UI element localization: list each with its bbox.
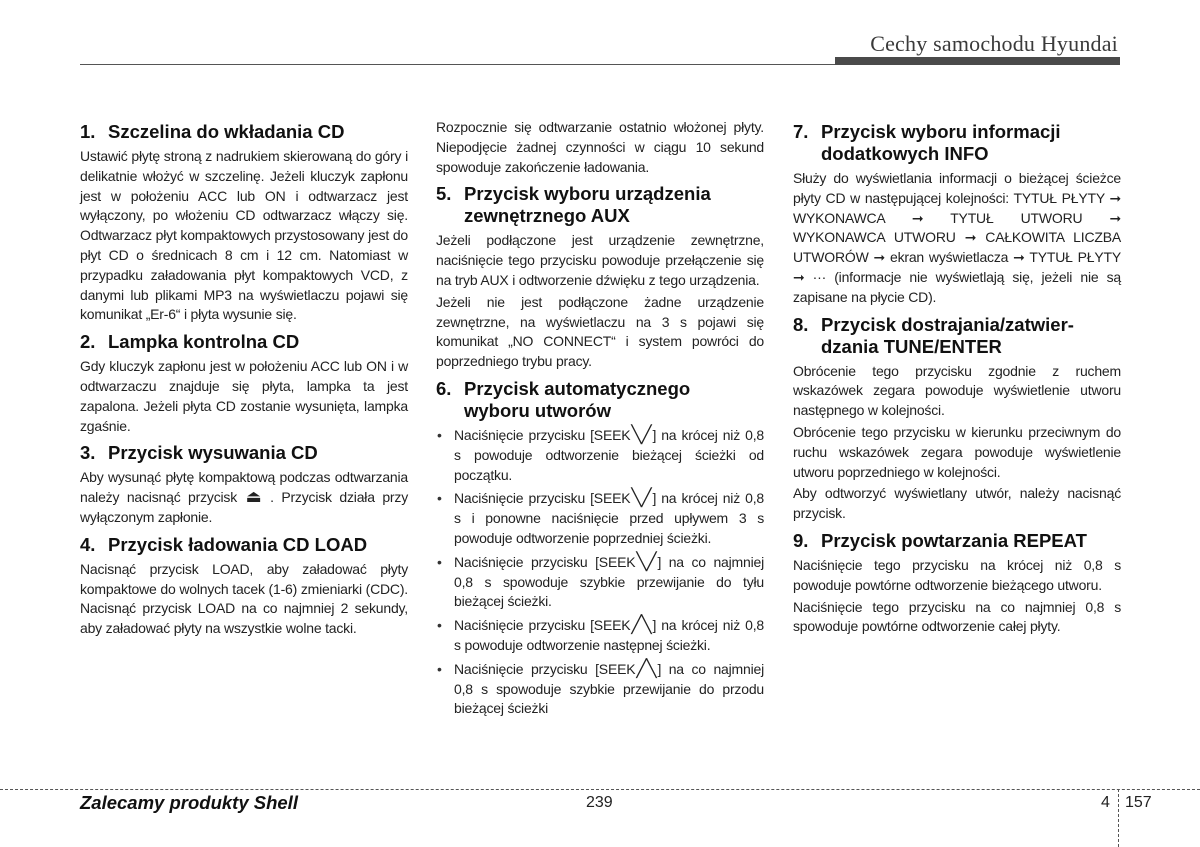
list-item: • Naciśnięcie przycisku [SEEK╲╱] na krócej niż 0,8 s i ponowne naciśnięcie przed upływem 3 s powoduje odtworzenie poprzedniej ścieżki. bbox=[436, 489, 764, 548]
column-left bbox=[80, 115, 408, 641]
list-item: • Naciśnięcie przycisku [SEEK╱╲] na krócej niż 0,8 s powoduje odtworzenie następnej ścieżki. bbox=[436, 616, 764, 656]
section-heading-9: 9. Przycisk powtarzania REPEAT bbox=[793, 529, 1087, 551]
section-2-text: Gdy kluczyk zapłonu jest w położeniu ACC lub ON i w odtwarzaczu znajduje się płyta, lampka ta jest zapalona. Jeżeli płyta CD zostanie wysunięta, lampka zgaśnie. bbox=[80, 358, 408, 434]
list-item: • Naciśnięcie przycisku [SEEK╱╲] na co najmniej 0,8 s spowoduje szybkie przewijanie do przodu bieżącej ścieżki bbox=[436, 660, 764, 719]
chevron-down-icon: ╲╱ bbox=[636, 551, 657, 571]
section-heading-1: 1. Szczelina do wkładania CD bbox=[80, 121, 345, 142]
chevron-down-icon: ╲╱ bbox=[631, 488, 652, 508]
chevron-up-icon: ╱╲ bbox=[636, 658, 657, 678]
footer-chapter-number: 4 bbox=[1101, 794, 1110, 811]
list-item: • Naciśnięcie przycisku [SEEK╲╱] na krócej niż 0,8 s powoduje odtworzenie bieżącej ścieżki od początku. bbox=[436, 426, 764, 485]
footer-page-number: 157 bbox=[1125, 794, 1152, 811]
seek-bullet-list bbox=[436, 426, 764, 719]
section-heading-2: 2. Lampka kontrolna CD bbox=[80, 331, 300, 353]
column-middle bbox=[436, 118, 764, 723]
header-rule-accent bbox=[835, 57, 1120, 65]
header-rule bbox=[80, 64, 835, 65]
section-9-text: Naciśnięcie tego przycisku na krócej niż 0,8 s powoduje powtórne odtworzenie bieżącego utworu. bbox=[793, 556, 1121, 593]
chevron-down-icon: ╲╱ bbox=[631, 424, 652, 444]
section-heading-7: 7. Przycisk wyboru informacji dodatkowych INFO bbox=[793, 121, 1061, 164]
footer-sheet-number: 239 bbox=[586, 794, 613, 811]
footer-rule bbox=[0, 789, 1200, 790]
section-heading-3: 3. Przycisk wysuwania CD bbox=[80, 442, 318, 464]
section-9-text: Naciśnięcie tego przycisku na co najmniej 0,8 s spowoduje powtórne odtworzenie całej płyty. bbox=[793, 598, 1121, 635]
section-8-text: Obrócenie tego przycisku w kierunku przeciwnym do ruchu wskazówek zegara powoduje wyświetlenie utworu poprzedniego w kolejności. bbox=[793, 423, 1121, 480]
column-right bbox=[793, 115, 1121, 639]
section-7-text: Służy do wyświetlania informacji o bieżącej ścieżce płyty CD w następującej kolejności: TYTUŁ PŁYTY ➞ WYKONAWCA ➞ TYTUŁ UTWORU ➞ WYKONAWCA UTWORU ➞ CAŁKOWITA LICZBA UTWORÓW ➞ ekran wyświetlacza ➞ TYTUŁ PŁYTY ➞ ··· (informacje nie wyświetlają się, jeżeli nie są zapisane na płycie CD). bbox=[793, 170, 1121, 305]
section-1-text: Ustawić płytę stroną z nadrukiem skierowaną do góry i delikatnie włożyć w szczelinę. Jeżeli kluczyk zapłonu jest w położeniu ACC lub ON i odtwarzacz jest wyłączony, po włożeniu CD odtwarzacz włączy się. Odtwarzacz płyt kompaktowych przystosowany jest do płyt CD o średnicach 8 cm i 12 cm. Natomiast w przypadku załadowania płyt kompaktowych VCD, z danymi lub plikami MP3 na wyświetlaczu pojawi się komunikat „Er-6“ i płyta wysunie się. bbox=[80, 148, 408, 323]
section-8-text: Obrócenie tego przycisku zgodnie z ruchem wskazówek zegara powoduje wyświetlenie utworu następnego w kolejności. bbox=[793, 362, 1121, 419]
section-5-text: Jeżeli nie jest podłączone żadne urządzenie zewnętrzne, na wyświetlaczu na 3 s pojawi się komunikat „NO CONNECT“ i system powróci do poprzedniego trybu pracy. bbox=[436, 293, 764, 370]
section-4-continuation: Rozpocznie się odtwarzanie ostatnio włożonej płyty. Niepodjęcie żadnej czynności w ciągu 10 sekund spowoduje zakończenie ładowania. bbox=[436, 119, 764, 175]
eject-icon: ⏏ bbox=[245, 487, 262, 507]
section-3-text: Aby wysunąć płytę kompaktową podczas odtwarzania należy nacisnąć przycisk ⏏ . Przycisk działa przy wyłączonym zapłonie. bbox=[80, 469, 408, 525]
footer-slogan: Zalecamy produkty Shell bbox=[80, 792, 298, 813]
section-heading-4: 4. Przycisk ładowania CD LOAD bbox=[80, 533, 368, 555]
section-5-text: Jeżeli podłączone jest urządzenie zewnętrzne, naciśnięcie tego przycisku powoduje przełączenie się na tryb AUX i odtworzenie dźwięku z tego urządzenia. bbox=[436, 232, 764, 288]
section-heading-5: 5. Przycisk wyboru urządzenia zewnętrznego AUX bbox=[436, 183, 711, 227]
footer-divider bbox=[1118, 789, 1119, 847]
chevron-up-icon: ╱╲ bbox=[631, 615, 652, 635]
section-4-text: Nacisnąć przycisk LOAD, aby załadować płyty kompaktowe do wolnych tacek (1-6) zmieniarki (CDC). Nacisnąć przycisk LOAD na co najmniej 2 sekundy, aby załadować płyty na wszystkie wolne tacki. bbox=[80, 560, 408, 637]
page-header-title: Cechy samochodu Hyundai bbox=[870, 31, 1118, 56]
section-8-text: Aby odtworzyć wyświetlany utwór, należy nacisnąć przycisk. bbox=[793, 485, 1121, 522]
section-heading-8: 8. Przycisk dostrajania/zatwier- dzania TUNE/ENTER bbox=[793, 313, 1074, 357]
list-item: • Naciśnięcie przycisku [SEEK╲╱] na co najmniej 0,8 s spowoduje szybkie przewijanie do tyłu bieżącej ścieżki. bbox=[436, 553, 764, 612]
section-heading-6: 6. Przycisk automatycznego wyboru utworów bbox=[436, 377, 691, 421]
